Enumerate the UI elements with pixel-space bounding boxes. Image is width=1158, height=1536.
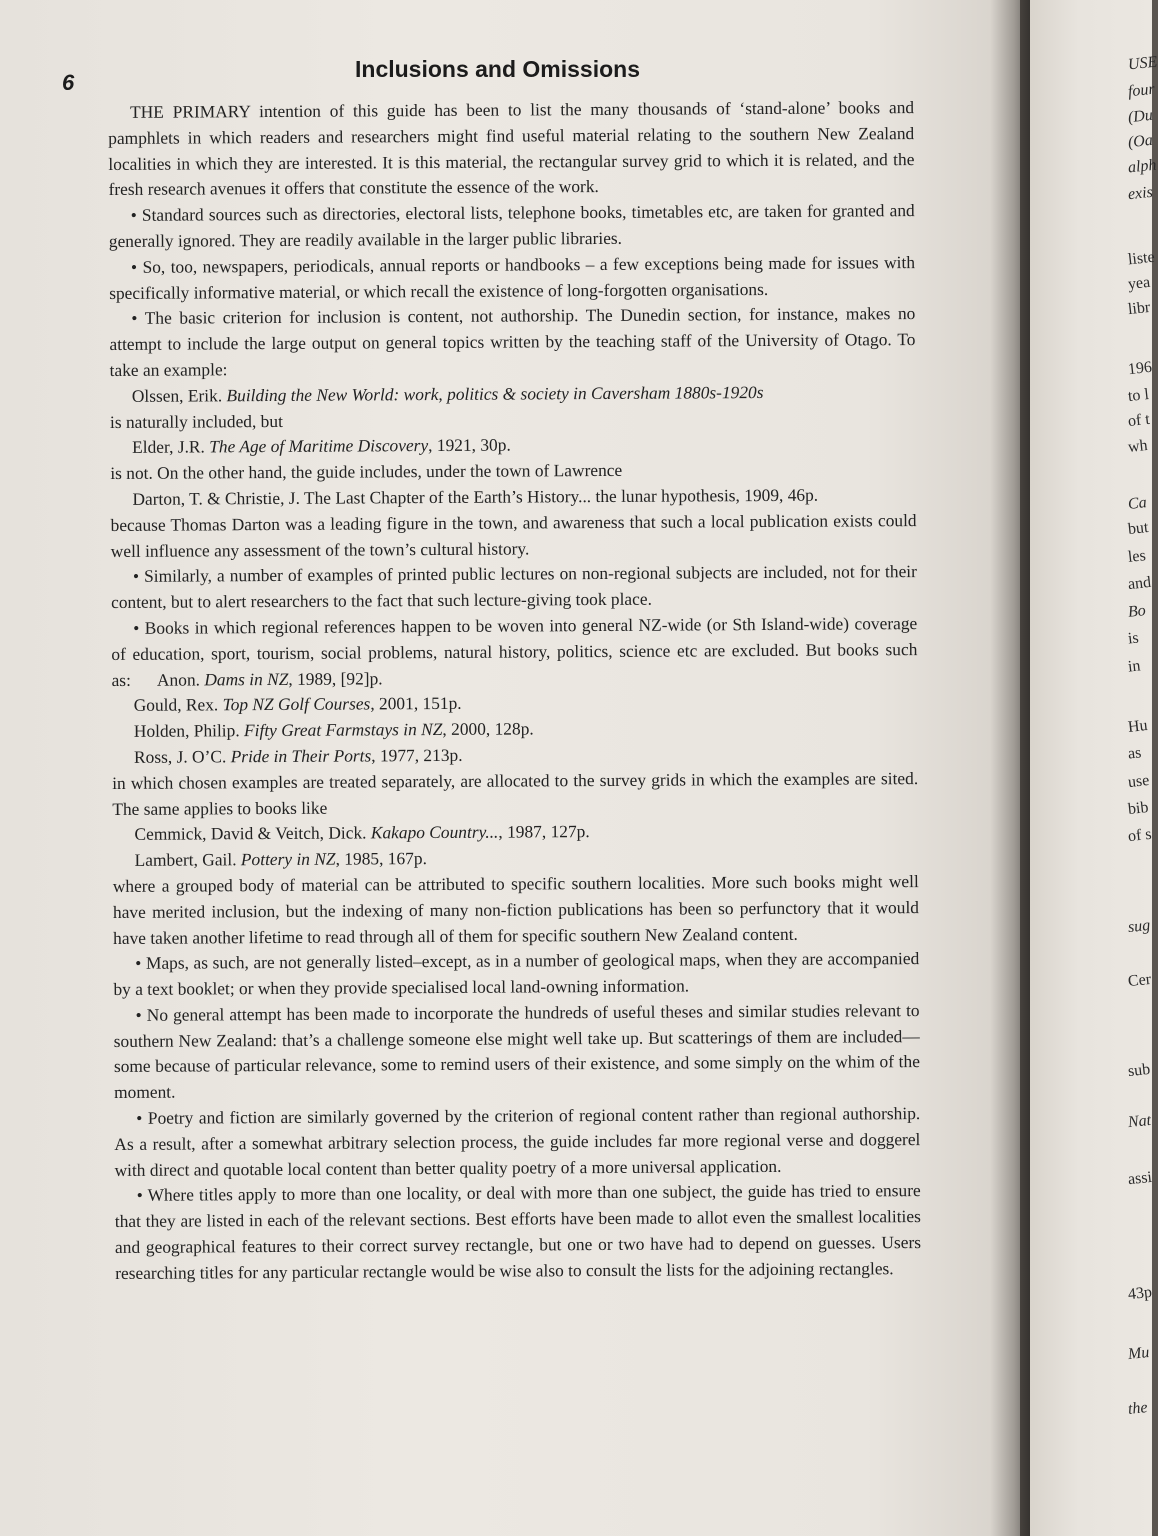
next-page-fragment: les bbox=[1127, 547, 1147, 566]
bullet-lectures: • Similarly, a number of examples of printed public lectures on non-regional subjects are included, not for their content, but to alert researchers to the fact that such lecture-giving took place. bbox=[111, 561, 917, 613]
next-page-fragment: alph bbox=[1127, 156, 1158, 177]
next-page-fragment: wh bbox=[1127, 437, 1149, 456]
next-page-fragment: Nat bbox=[1127, 1111, 1152, 1132]
next-page-fragment: use bbox=[1127, 771, 1151, 792]
elder-details: , 1921, 30p. bbox=[428, 434, 511, 456]
next-page-fragment: to l bbox=[1127, 385, 1150, 406]
gould-title: Top NZ Golf Courses bbox=[222, 693, 371, 715]
text-darton: because Thomas Darton was a leading figure in the town, and awareness that such a local publication exists could well influence any assessment of the town’s cultural history. bbox=[110, 509, 917, 561]
next-page-fragment: of s bbox=[1127, 825, 1153, 846]
gould-details: , 2001, 151p. bbox=[370, 693, 462, 714]
book-gutter bbox=[990, 0, 1030, 1536]
next-page-fragment: USE bbox=[1127, 53, 1158, 74]
next-page-fragment: Bo bbox=[1127, 602, 1147, 621]
next-page-fragment: Mu bbox=[1127, 1343, 1151, 1364]
example-darton: Darton, T. & Christie, J. The Last Chapter of the Earth’s History... the lunar hypothesis, 1909, 46p. bbox=[132, 484, 819, 509]
text-included: is naturally included, but bbox=[109, 410, 283, 432]
next-page-fragment: (Oa bbox=[1127, 131, 1154, 152]
next-page-fragment: (Du bbox=[1127, 106, 1154, 127]
anon-details: , 1989, [92]p. bbox=[288, 667, 383, 689]
lambert-title: Pottery in NZ bbox=[240, 848, 336, 870]
next-page-fragment: exis bbox=[1127, 183, 1154, 204]
bullet-newspapers: • So, too, newspapers, periodicals, annual reports or handbooks – a few exceptions being made for issues with specifically informative material, or which recall the existence of long-forgotten organisations. bbox=[109, 251, 916, 303]
next-page-fragment: sug bbox=[1127, 916, 1152, 937]
bullet-theses: • No general attempt has been made to incorporate the hundreds of useful theses and similar studies relevant to southern New Zealand: that’s a challenge someone else might well take up. But scatterings of them are included—some because of particular relevance, some to remind users of their existence, and some simply on the whim of the moment. bbox=[113, 999, 920, 1103]
lambert-author: Lambert, Gail. bbox=[134, 849, 241, 870]
next-page-fragment: and bbox=[1127, 573, 1152, 594]
bullet-standard-sources: • Standard sources such as directories, electoral lists, telephone books, timetables etc, are taken for granted and generally ignored. They are readily available in the larger public libraries. bbox=[108, 200, 915, 251]
next-page-fragment: assi bbox=[1127, 1168, 1153, 1189]
anon-title: Dams in NZ bbox=[204, 668, 289, 689]
gould-author: Gould, Rex. bbox=[133, 694, 223, 716]
next-page-fragment: Hu bbox=[1127, 717, 1149, 736]
ross-title: Pride in Their Ports bbox=[230, 745, 372, 767]
elder-author: Elder, J.R. bbox=[132, 436, 210, 458]
next-page-fragment: sub bbox=[1127, 1060, 1152, 1081]
next-page-fragment: Ca bbox=[1127, 494, 1148, 513]
bullet-criterion: • The basic criterion for inclusion is content, not authorship. The Dunedin section, for instance, makes no attempt to include the large output on general topics written by the teaching staff of the University of Otago. To take an example: bbox=[109, 303, 916, 380]
cemmick-details: , 1987, 127p. bbox=[498, 821, 590, 842]
next-page-fragment: four bbox=[1127, 80, 1156, 101]
next-page-fragment: liste bbox=[1127, 248, 1156, 269]
next-page-edge bbox=[1030, 0, 1158, 1536]
holden-author: Holden, Philip. bbox=[133, 720, 245, 741]
bullet-poetry: • Poetry and fiction are similarly governed by the criterion of regional content rather than regional authorship. As a result, after a somewhat arbitrary selection process, the guide includes far more regional verse and doggerel with direct and quotable local content than better quality poetry of a more universal application. bbox=[114, 1103, 921, 1180]
bullet-regional-references bbox=[111, 611, 917, 693]
text-separately: in which chosen examples are treated separately, are allocated to the survey grids in which the examples are sited. The same applies to books like bbox=[112, 767, 919, 819]
next-page-fragment: Cer bbox=[1127, 970, 1152, 991]
ross-details: , 1977, 213p. bbox=[371, 744, 463, 766]
ross-author: Ross, J. O’C. bbox=[133, 746, 231, 767]
holden-title: Fifty Great Farmstays in NZ bbox=[243, 719, 443, 741]
page-title: Inclusions and Omissions bbox=[355, 56, 641, 82]
olssen-author: Olssen, Erik. bbox=[131, 385, 227, 406]
cemmick-author: Cemmick, David & Veitch, Dick. bbox=[134, 822, 371, 845]
next-page-fragment: 196 bbox=[1127, 358, 1153, 379]
page-number: 6 bbox=[62, 70, 75, 95]
holden-details: , 2000, 128p. bbox=[442, 718, 534, 740]
next-page-fragment: 43p bbox=[1127, 1283, 1153, 1304]
text-grouped: where a grouped body of material can be attributed to specific southern localities. More such books might well have merited inclusion, but the indexing of many non-fiction publications has been so perfunctory that it would have taken another lifetime to read through all of them for specific southern New Zealand content. bbox=[112, 870, 920, 948]
next-page-fragment: bib bbox=[1127, 798, 1150, 819]
text-lawrence: is not. On the other hand, the guide includes, under the town of Lawrence bbox=[110, 460, 623, 484]
next-page-fragment: libr bbox=[1127, 298, 1151, 319]
bullet-regional-text: • Books in which regional references happen to be woven into general NZ-wide (or Sth Island-wide) coverage of education, sport, tourism, social problems, natural history, politics, science etc are excluded. But books such as: bbox=[111, 613, 918, 690]
next-page-fragment: of t bbox=[1127, 410, 1151, 431]
next-page-fragment: in bbox=[1127, 657, 1142, 676]
anon-author: Anon. bbox=[156, 668, 205, 690]
cemmick-title: Kakapo Country... bbox=[370, 821, 499, 843]
bullet-multiple-localities: • Where titles apply to more than one locality, or deal with more than one subject, the guide has tried to ensure that they are listed in each of the relevant sections. Best efforts have been made to allot even the smallest localities and geographical features to their correct survey rectangle, but one or two have had to depend on guesses. Users researching titles for any particular rectangle would be wise also to consult the lists for the adjoining rectangles. bbox=[114, 1180, 922, 1283]
next-page-fragment: as bbox=[1127, 744, 1143, 763]
elder-title: The Age of Maritime Discovery bbox=[209, 435, 429, 457]
lambert-details: , 1985, 167p. bbox=[335, 848, 427, 869]
olssen-title: Building the New World: work, politics & society in Caversham 1880s-1920s bbox=[226, 381, 764, 406]
next-page-fragment: yea bbox=[1127, 273, 1151, 294]
body-text bbox=[108, 95, 921, 1287]
intro-paragraph: THE PRIMARY intention of this guide has been to list the many thousands of ‘stand-alone’ books and pamphlets in which readers and researchers might find useful material relating to the southern New Zealand localities in which they are interested. It is this material, the rectangular survey grid to which it is related, and the fresh research avenues it offers that constitute the essence of the work. bbox=[108, 97, 915, 200]
next-page-fragment: but bbox=[1127, 518, 1150, 539]
next-page-fragment: is bbox=[1127, 629, 1140, 648]
bullet-maps: • Maps, as such, are not generally listed–except, as in a number of geological maps, when they are accompanied by a text booklet; or when they provide specialised local land-owning information. bbox=[113, 948, 920, 1000]
next-page-fragment: the bbox=[1127, 1399, 1149, 1418]
